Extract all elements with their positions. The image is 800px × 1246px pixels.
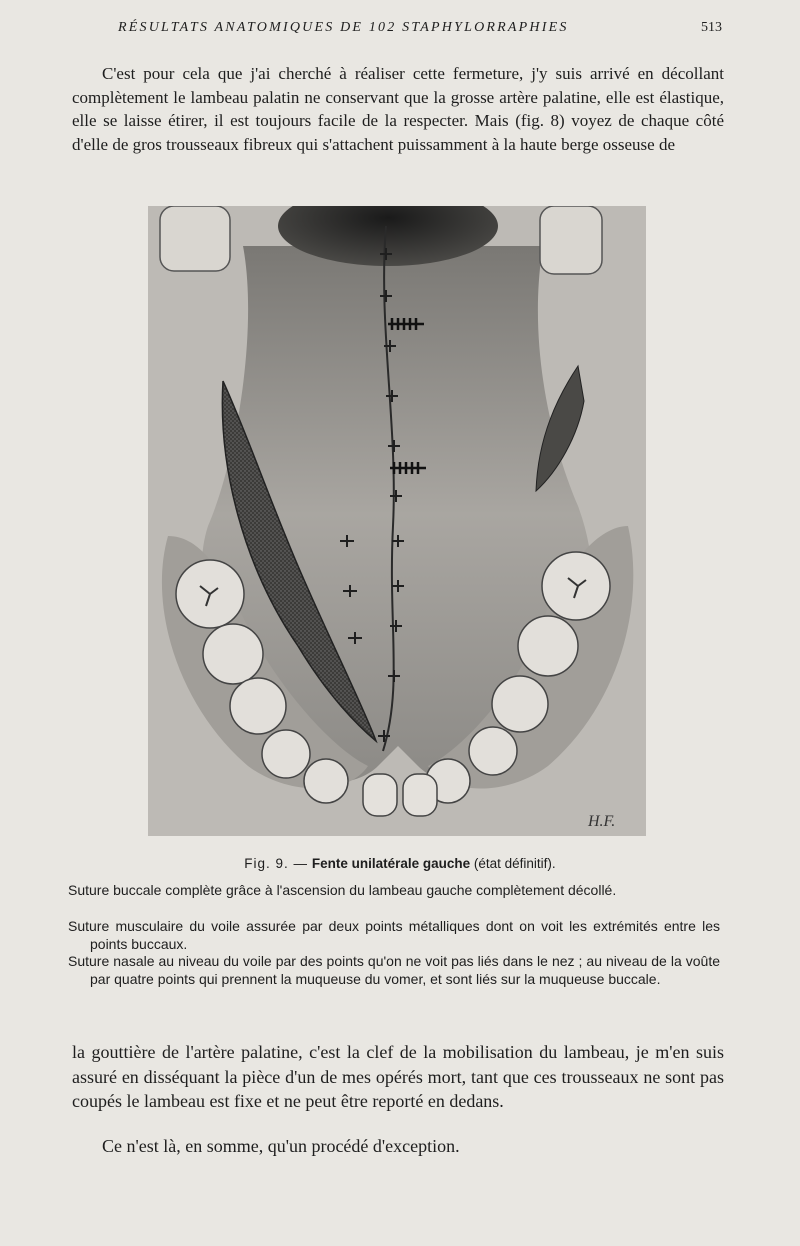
palate-drawing — [148, 206, 646, 836]
figure-title-suffix: (état définitif). — [473, 856, 556, 871]
figure-number: Fig. 9. — — [244, 856, 309, 871]
body-paragraph-bottom: la gouttière de l'artère palatine, c'est la clef de la mobilisation du lambeau, je m'en suis assuré en disséquant la pièce d'un de mes opérés mort, tant que ces trousseaux ne sont pas coupés le lambeau est fixe et ne peut être reporté en dedans. — [72, 1042, 724, 1111]
running-header — [118, 20, 722, 36]
figure-illustration — [148, 206, 646, 836]
legend-item-1: Suture buccale complète grâce à l'ascension du lambeau gauche complètement décollé. — [68, 882, 617, 898]
figure-caption — [0, 856, 800, 871]
body-paragraph-closing: Ce n'est là, en somme, qu'un procédé d'exception. — [102, 1136, 460, 1156]
page-number: 513 — [701, 20, 722, 35]
body-paragraph-top: C'est pour cela que j'ai cherché à réaliser cette fermeture, j'y suis arrivé en décollant complètement le lambeau palatin ne conservant que la grosse artère palatine, elle est élastique, elle se laisse étirer, il est toujours facile de la respecter. Mais (fig. 8) voyez de chaque côté d'elle de gros trousseaux fibreux qui s'attachent puissamment à la haute berge osseuse de — [72, 64, 724, 154]
legend-item-3: Suture nasale au niveau du voile par des points qu'on ne voit pas liés dans le nez ; au niveau de la voûte par quatre points qui prennent la muqueuse du vomer, et sont liés sur la muqueuse buccale. — [68, 953, 720, 987]
artist-signature: H.F. — [588, 813, 616, 830]
figure-title: Fente unilatérale gauche — [311, 856, 471, 871]
running-title: RÉSULTATS ANATOMIQUES DE 102 STAPHYLORRAPHIES — [118, 20, 569, 35]
legend-item-2: Suture musculaire du voile assurée par deux points métalliques dont on voit les extrémités entre les points buccaux. — [68, 918, 720, 952]
